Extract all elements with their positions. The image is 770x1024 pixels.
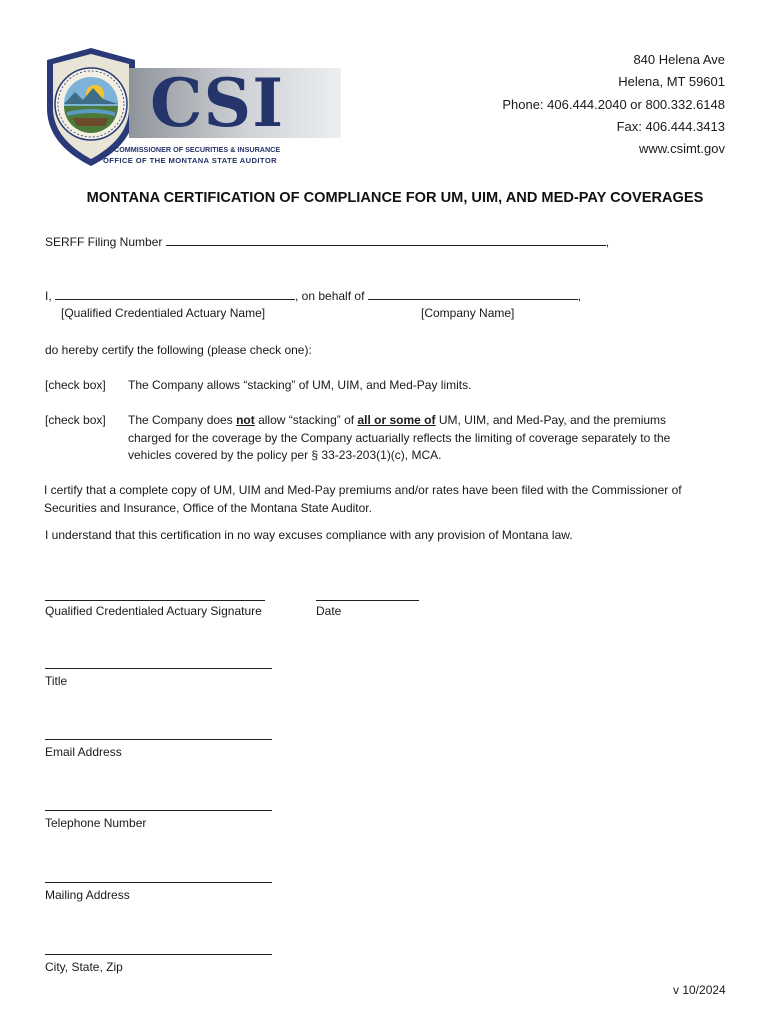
company-comma: , bbox=[577, 289, 582, 303]
option2-text-a: The Company does bbox=[128, 413, 233, 427]
city-state-zip-line[interactable] bbox=[45, 954, 272, 955]
email-line[interactable] bbox=[45, 739, 272, 740]
address-fax: Fax: 406.444.3413 bbox=[616, 118, 725, 134]
address-street: 840 Helena Ave bbox=[633, 52, 725, 67]
option1-text: The Company allows “stacking” of UM, UIM, and Med-Pay limits. bbox=[128, 378, 472, 392]
option2-not: not bbox=[236, 413, 255, 427]
on-behalf-label: , on behalf of bbox=[295, 289, 365, 303]
option2-line2: charged for the coverage by the Company actuarially reflects the limiting of coverage separately to the bbox=[128, 430, 671, 445]
company-name-hint: [Company Name] bbox=[421, 306, 515, 320]
address-phone: Phone: 406.444.2040 or 800.332.6148 bbox=[502, 96, 725, 112]
email-label: Email Address bbox=[45, 745, 122, 759]
option1-checkbox[interactable]: [check box] bbox=[45, 378, 106, 392]
logo-org-line1: COMMISSIONER OF SECURITIES & INSURANCE bbox=[114, 145, 281, 154]
actuary-name-hint: [Qualified Credentialed Actuary Name] bbox=[61, 306, 266, 320]
form-title: MONTANA CERTIFICATION OF COMPLIANCE FOR UM, UIM, AND MED-PAY COVERAGES bbox=[86, 190, 704, 206]
serff-field bbox=[45, 233, 609, 249]
option2-text bbox=[128, 412, 728, 465]
logo-text: CSI bbox=[150, 64, 285, 142]
office-address bbox=[502, 49, 725, 160]
certify-intro: do hereby certify the following (please check one): bbox=[45, 343, 312, 357]
option2-text-c: UM, UIM, and Med-Pay, and the premiums bbox=[438, 413, 667, 427]
certify-copy-line1: I certify that a complete copy of UM, UIM and Med-Pay premiums and/or rates have been filed with the Commissioner of bbox=[44, 483, 682, 497]
title-line[interactable] bbox=[45, 668, 272, 669]
option2-all-or-some: all or some of bbox=[357, 413, 436, 427]
option2-line3: vehicles covered by the policy per § 33-23-203(1)(c), MCA. bbox=[128, 448, 442, 462]
actuary-company-field bbox=[45, 287, 581, 303]
serff-input-line[interactable] bbox=[166, 233, 606, 246]
version-label: v 10/2024 bbox=[673, 983, 726, 997]
title-label: Title bbox=[45, 674, 68, 688]
understand-text: I understand that this certification in no way excuses compliance with any provision of Montana law. bbox=[45, 528, 573, 542]
signature-line[interactable] bbox=[45, 600, 265, 601]
option2-text-b: allow “stacking” of bbox=[258, 413, 355, 427]
signature-label: Qualified Credentialed Actuary Signature bbox=[45, 604, 262, 618]
certify-copy-text bbox=[44, 482, 744, 517]
logo-org-line2: OFFICE OF THE MONTANA STATE AUDITOR bbox=[103, 156, 278, 165]
address-website[interactable]: www.csimt.gov bbox=[639, 141, 725, 157]
telephone-line[interactable] bbox=[45, 810, 272, 811]
date-line[interactable] bbox=[316, 600, 419, 601]
address-city: Helena, MT 59601 bbox=[618, 74, 725, 90]
actuary-name-input-line[interactable] bbox=[55, 287, 295, 300]
option2-checkbox[interactable]: [check box] bbox=[45, 413, 106, 427]
csi-logo bbox=[43, 46, 301, 171]
mailing-address-line[interactable] bbox=[45, 882, 272, 883]
city-state-zip-label: City, State, Zip bbox=[45, 960, 123, 974]
mailing-address-label: Mailing Address bbox=[45, 888, 130, 902]
telephone-label: Telephone Number bbox=[45, 816, 147, 830]
certify-copy-line2: Securities and Insurance, Office of the Montana State Auditor. bbox=[44, 500, 372, 515]
serff-comma: , bbox=[605, 235, 610, 249]
company-name-input-line[interactable] bbox=[368, 287, 578, 300]
date-label: Date bbox=[316, 604, 342, 618]
i-label: I, bbox=[45, 289, 52, 303]
serff-label: SERFF Filing Number bbox=[45, 235, 163, 249]
